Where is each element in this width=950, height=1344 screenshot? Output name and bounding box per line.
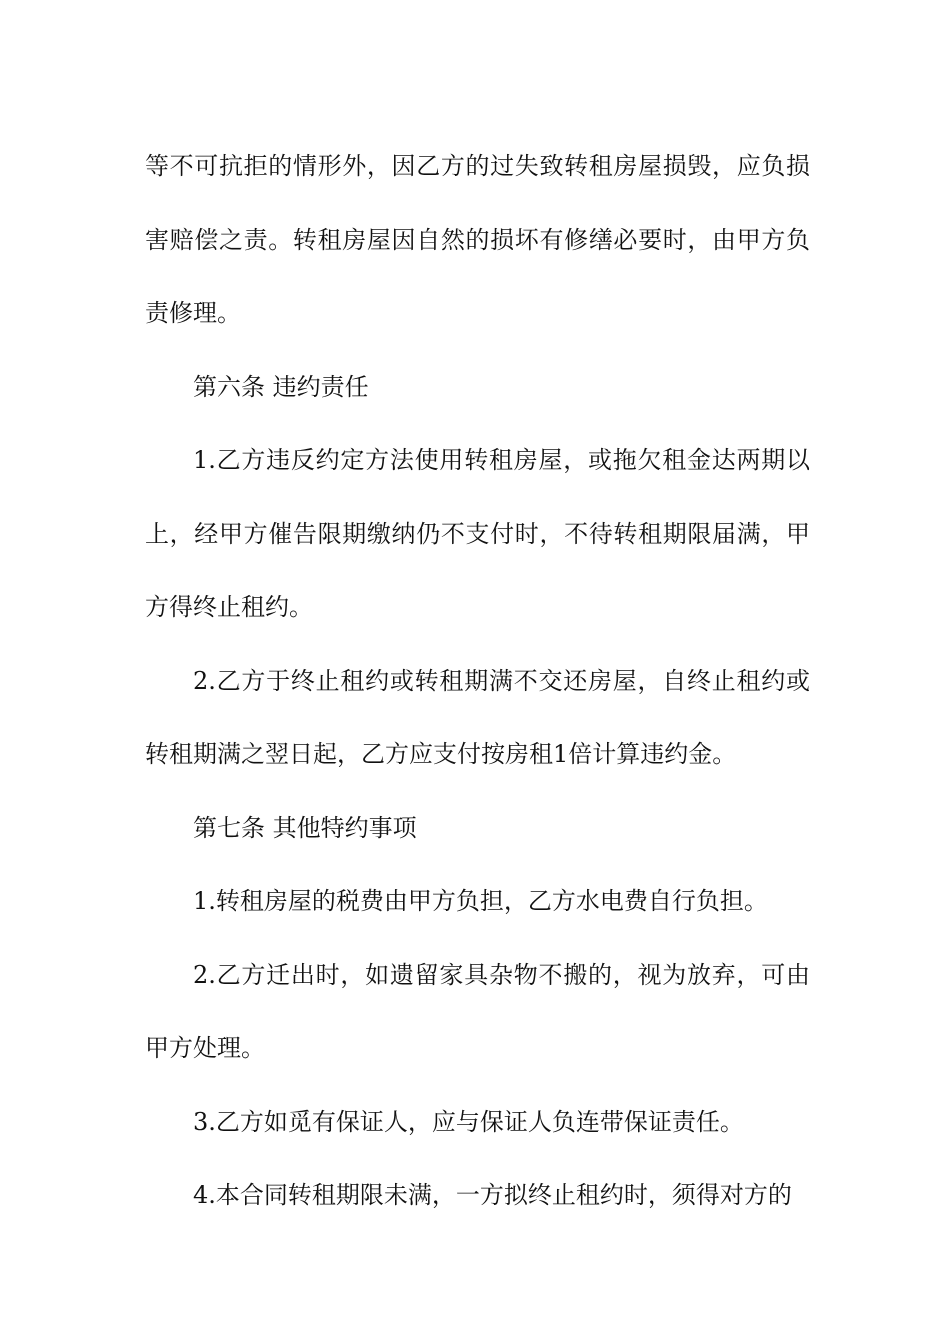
paragraph-article-7-item-4: 4.本合同转租期限未满，一方拟终止租约时，须得对方的 — [193, 1181, 792, 1209]
heading-article-7: 第七条 其他特约事项 — [193, 813, 417, 842]
heading-article-6: 第六条 违约责任 — [193, 372, 369, 401]
paragraph-article-6-item-2: 2.乙方于终止租约或转租期满不交还房屋，自终止租约或转租期满之翌日起，乙方应支付按房租1倍计算违约金。 — [145, 666, 810, 768]
paragraph-article-7-item-2: 2.乙方迁出时，如遗留家具杂物不搬的，视为放弃，可由甲方处理。 — [145, 960, 810, 1062]
paragraph-article-6-item-1: 1.乙方违反约定方法使用转租房屋，或拖欠租金达两期以上，经甲方催告限期缴纳仍不支付时，不待转租期限届满，甲方得终止租约。 — [145, 446, 810, 621]
paragraph-damage-liability: 等不可抗拒的情形外，因乙方的过失致转租房屋损毁，应负损害赔偿之责。转租房屋因自然的损坏有修缮必要时，由甲方负责修理。 — [145, 152, 810, 327]
document-body — [145, 130, 810, 1233]
paragraph-article-7-item-1: 1.转租房屋的税费由甲方负担，乙方水电费自行负担。 — [193, 887, 768, 915]
paragraph-article-7-item-3: 3.乙方如觅有保证人，应与保证人负连带保证责任。 — [193, 1107, 744, 1136]
